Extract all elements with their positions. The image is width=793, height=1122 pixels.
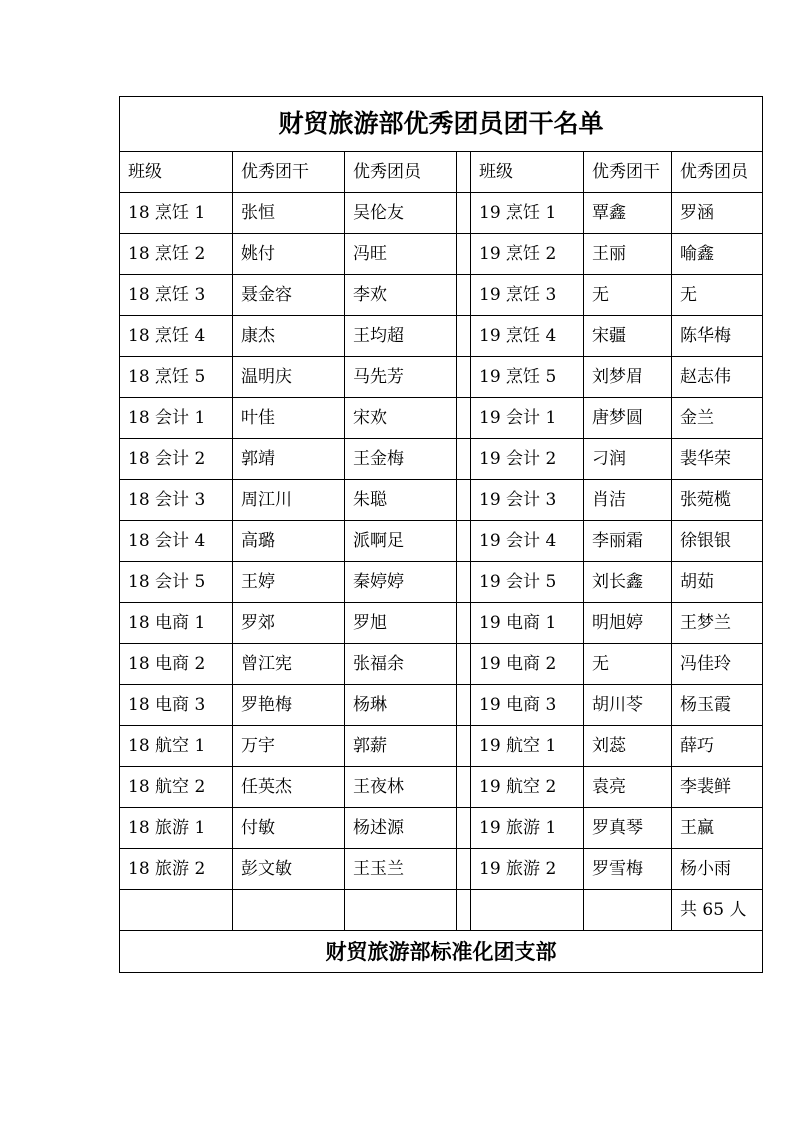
table-row bbox=[120, 767, 763, 808]
table-row bbox=[120, 480, 763, 521]
cadre-right-cell: 无 bbox=[584, 275, 672, 316]
cadre-left-cell: 周江川 bbox=[233, 480, 345, 521]
table-row bbox=[120, 193, 763, 234]
class-left-cell: 18 会计 5 bbox=[120, 562, 233, 603]
table-row bbox=[120, 439, 763, 480]
class-left-cell: 18 会计 4 bbox=[120, 521, 233, 562]
table-row bbox=[120, 726, 763, 767]
column-gap bbox=[457, 480, 471, 521]
column-gap bbox=[457, 808, 471, 849]
member-left-cell: 王夜林 bbox=[345, 767, 457, 808]
member-left-cell: 杨琳 bbox=[345, 685, 457, 726]
header-class-left: 班级 bbox=[120, 152, 233, 193]
member-right-cell: 杨小雨 bbox=[672, 849, 763, 890]
member-left-cell: 罗旭 bbox=[345, 603, 457, 644]
class-right-cell: 19 烹饪 5 bbox=[471, 357, 584, 398]
member-left-cell: 马先芳 bbox=[345, 357, 457, 398]
cadre-right-cell: 王丽 bbox=[584, 234, 672, 275]
member-right-cell: 杨玉霞 bbox=[672, 685, 763, 726]
class-left-cell: 18 电商 1 bbox=[120, 603, 233, 644]
table-row bbox=[120, 275, 763, 316]
table-row bbox=[120, 562, 763, 603]
member-right-cell: 张菀榄 bbox=[672, 480, 763, 521]
class-left-cell: 18 会计 2 bbox=[120, 439, 233, 480]
cadre-left-cell: 高璐 bbox=[233, 521, 345, 562]
class-left-cell: 18 旅游 2 bbox=[120, 849, 233, 890]
table-row bbox=[120, 685, 763, 726]
class-right-cell: 19 电商 3 bbox=[471, 685, 584, 726]
class-right-cell: 19 会计 1 bbox=[471, 398, 584, 439]
member-right-cell: 李裴鲜 bbox=[672, 767, 763, 808]
cadre-right-cell: 明旭婷 bbox=[584, 603, 672, 644]
cadre-right-cell: 唐梦圆 bbox=[584, 398, 672, 439]
member-left-cell: 王金梅 bbox=[345, 439, 457, 480]
column-gap bbox=[457, 357, 471, 398]
column-gap bbox=[457, 521, 471, 562]
member-right-cell: 陈华梅 bbox=[672, 316, 763, 357]
column-gap bbox=[457, 398, 471, 439]
class-right-cell: 19 电商 2 bbox=[471, 644, 584, 685]
table-row bbox=[120, 316, 763, 357]
cadre-right-cell: 刘长鑫 bbox=[584, 562, 672, 603]
member-left-cell: 郭薪 bbox=[345, 726, 457, 767]
column-gap bbox=[457, 234, 471, 275]
member-left-cell: 李欢 bbox=[345, 275, 457, 316]
header-member-right: 优秀团员 bbox=[672, 152, 763, 193]
member-right-cell: 冯佳玲 bbox=[672, 644, 763, 685]
member-right-cell: 薛巧 bbox=[672, 726, 763, 767]
member-left-cell: 冯旺 bbox=[345, 234, 457, 275]
member-right-cell: 王赢 bbox=[672, 808, 763, 849]
table-row bbox=[120, 234, 763, 275]
member-right-cell: 王梦兰 bbox=[672, 603, 763, 644]
column-gap bbox=[457, 603, 471, 644]
class-left-cell: 18 旅游 1 bbox=[120, 808, 233, 849]
cadre-right-cell: 胡川苓 bbox=[584, 685, 672, 726]
roster-table bbox=[119, 96, 763, 973]
class-left-cell: 18 航空 1 bbox=[120, 726, 233, 767]
class-left-cell: 18 烹饪 2 bbox=[120, 234, 233, 275]
column-gap bbox=[457, 890, 471, 931]
class-right-cell: 19 烹饪 3 bbox=[471, 275, 584, 316]
column-gap bbox=[457, 849, 471, 890]
cadre-right-cell: 李丽霜 bbox=[584, 521, 672, 562]
title-row bbox=[120, 97, 763, 152]
cadre-left-cell: 彭文敏 bbox=[233, 849, 345, 890]
column-gap bbox=[457, 726, 471, 767]
member-left-cell: 吴伦友 bbox=[345, 193, 457, 234]
class-left-cell: 18 航空 2 bbox=[120, 767, 233, 808]
cadre-right-cell: 刁润 bbox=[584, 439, 672, 480]
total-count: 共 65 人 bbox=[672, 890, 763, 931]
column-gap bbox=[457, 767, 471, 808]
empty-cell bbox=[120, 890, 233, 931]
cadre-left-cell: 万宇 bbox=[233, 726, 345, 767]
member-left-cell: 张福余 bbox=[345, 644, 457, 685]
class-left-cell: 18 会计 3 bbox=[120, 480, 233, 521]
table-row bbox=[120, 849, 763, 890]
class-left-cell: 18 烹饪 4 bbox=[120, 316, 233, 357]
member-left-cell: 秦婷婷 bbox=[345, 562, 457, 603]
empty-cell bbox=[233, 890, 345, 931]
cadre-left-cell: 任英杰 bbox=[233, 767, 345, 808]
class-left-cell: 18 烹饪 3 bbox=[120, 275, 233, 316]
cadre-right-cell: 袁亮 bbox=[584, 767, 672, 808]
class-right-cell: 19 烹饪 2 bbox=[471, 234, 584, 275]
cadre-right-cell: 无 bbox=[584, 644, 672, 685]
cadre-right-cell: 罗雪梅 bbox=[584, 849, 672, 890]
column-gap bbox=[457, 316, 471, 357]
document-title: 财贸旅游部优秀团员团干名单 bbox=[120, 97, 763, 152]
class-right-cell: 19 会计 2 bbox=[471, 439, 584, 480]
table-row bbox=[120, 357, 763, 398]
header-row bbox=[120, 152, 763, 193]
empty-cell bbox=[471, 890, 584, 931]
column-gap bbox=[457, 275, 471, 316]
class-left-cell: 18 会计 1 bbox=[120, 398, 233, 439]
member-right-cell: 赵志伟 bbox=[672, 357, 763, 398]
cadre-left-cell: 叶佳 bbox=[233, 398, 345, 439]
column-gap bbox=[457, 685, 471, 726]
cadre-right-cell: 宋疆 bbox=[584, 316, 672, 357]
class-right-cell: 19 会计 5 bbox=[471, 562, 584, 603]
column-gap bbox=[457, 193, 471, 234]
class-right-cell: 19 会计 3 bbox=[471, 480, 584, 521]
cadre-left-cell: 温明庆 bbox=[233, 357, 345, 398]
empty-cell bbox=[345, 890, 457, 931]
table-row bbox=[120, 644, 763, 685]
cadre-left-cell: 聂金容 bbox=[233, 275, 345, 316]
header-cadre-left: 优秀团干 bbox=[233, 152, 345, 193]
table-row bbox=[120, 398, 763, 439]
column-gap bbox=[457, 152, 471, 193]
class-right-cell: 19 电商 1 bbox=[471, 603, 584, 644]
class-left-cell: 18 烹饪 1 bbox=[120, 193, 233, 234]
footer-text: 财贸旅游部标准化团支部 bbox=[120, 931, 763, 973]
class-left-cell: 18 烹饪 5 bbox=[120, 357, 233, 398]
cadre-right-cell: 肖洁 bbox=[584, 480, 672, 521]
class-right-cell: 19 烹饪 1 bbox=[471, 193, 584, 234]
member-left-cell: 王均超 bbox=[345, 316, 457, 357]
cadre-left-cell: 姚付 bbox=[233, 234, 345, 275]
cadre-right-cell: 覃鑫 bbox=[584, 193, 672, 234]
footer-row bbox=[120, 931, 763, 973]
member-right-cell: 喻鑫 bbox=[672, 234, 763, 275]
cadre-right-cell: 刘梦眉 bbox=[584, 357, 672, 398]
member-right-cell: 金兰 bbox=[672, 398, 763, 439]
member-right-cell: 胡茹 bbox=[672, 562, 763, 603]
header-class-right: 班级 bbox=[471, 152, 584, 193]
class-right-cell: 19 航空 1 bbox=[471, 726, 584, 767]
class-right-cell: 19 烹饪 4 bbox=[471, 316, 584, 357]
cadre-left-cell: 康杰 bbox=[233, 316, 345, 357]
column-gap bbox=[457, 644, 471, 685]
table-row bbox=[120, 521, 763, 562]
table-row bbox=[120, 603, 763, 644]
class-right-cell: 19 航空 2 bbox=[471, 767, 584, 808]
column-gap bbox=[457, 562, 471, 603]
header-member-left: 优秀团员 bbox=[345, 152, 457, 193]
member-right-cell: 裴华荣 bbox=[672, 439, 763, 480]
member-left-cell: 杨述源 bbox=[345, 808, 457, 849]
member-left-cell: 宋欢 bbox=[345, 398, 457, 439]
header-cadre-right: 优秀团干 bbox=[584, 152, 672, 193]
class-right-cell: 19 旅游 1 bbox=[471, 808, 584, 849]
column-gap bbox=[457, 439, 471, 480]
class-left-cell: 18 电商 3 bbox=[120, 685, 233, 726]
class-left-cell: 18 电商 2 bbox=[120, 644, 233, 685]
member-left-cell: 派啊足 bbox=[345, 521, 457, 562]
member-left-cell: 朱聪 bbox=[345, 480, 457, 521]
total-row bbox=[120, 890, 763, 931]
empty-cell bbox=[584, 890, 672, 931]
cadre-left-cell: 罗艳梅 bbox=[233, 685, 345, 726]
cadre-left-cell: 曾江宪 bbox=[233, 644, 345, 685]
cadre-left-cell: 罗郊 bbox=[233, 603, 345, 644]
member-right-cell: 无 bbox=[672, 275, 763, 316]
member-left-cell: 王玉兰 bbox=[345, 849, 457, 890]
cadre-left-cell: 付敏 bbox=[233, 808, 345, 849]
table-row bbox=[120, 808, 763, 849]
cadre-right-cell: 刘蕊 bbox=[584, 726, 672, 767]
cadre-left-cell: 郭靖 bbox=[233, 439, 345, 480]
class-right-cell: 19 会计 4 bbox=[471, 521, 584, 562]
class-right-cell: 19 旅游 2 bbox=[471, 849, 584, 890]
cadre-left-cell: 张恒 bbox=[233, 193, 345, 234]
member-right-cell: 罗涵 bbox=[672, 193, 763, 234]
cadre-left-cell: 王婷 bbox=[233, 562, 345, 603]
member-right-cell: 徐银银 bbox=[672, 521, 763, 562]
cadre-right-cell: 罗真琴 bbox=[584, 808, 672, 849]
